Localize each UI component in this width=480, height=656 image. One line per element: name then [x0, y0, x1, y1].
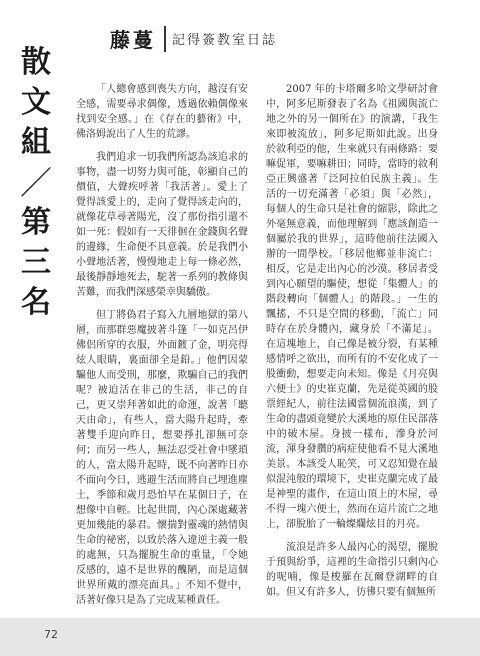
page-footer-band — [0, 618, 480, 656]
paragraph: 我們追求一切我們所認為該追求的事物，盡一切努力與可能，彰顯自己的價值，大聲疾呼著「我活著」。愛上了覺得該愛上的，走向了覺得該走向的，就像花草尋著陽光，沒了那份指引還不如一死：假如有一天徘徊在金錢與名聲的邊緣，生命便不具意義。於是我們小小聲地活著，慢慢地走上每一條必然，最後靜靜地死去，駝著一系列的教條與苦難，而我們深感榮幸與驕傲。 — [76, 152, 248, 298]
author-name: 藤蔓 — [110, 28, 156, 52]
paragraph: 流浪是許多人最內心的渴望，擺脫于預與紛爭，這裡的生命指引只剩內心的呢喃，像是梭羅在瓦爾登湖畔的自如。但又有許多人，彷彿只要有個無所 — [266, 542, 438, 598]
page-number: 72 — [44, 628, 58, 641]
category-separator: ／ — [19, 164, 52, 202]
left-text-column — [76, 82, 248, 616]
header-divider — [164, 26, 166, 52]
article-header — [110, 24, 277, 53]
right-text-column — [266, 82, 438, 608]
paragraph: 但丁將偽君子寫入九層地獄的第八層，而那群惡魔披著斗篷「一如克呂伊佛侶所穿的衣服，外面鍍了金，明亮得炫人眼睛，裏面卻全是鉛。」他們因蒙騙他人而受刑，那麼，欺騙自己的我們呢？被迫活在非己的生活，非己的自己，更又崇拜著如此的命運，說著「聽天由命」，有些人，當大陽升起時，牽著雙手迎向昨日，想要掙扎卻無可奈何；而另一些人，無法忍受社會中墜瑣的人，當太陽升起時，既不向著昨日亦不面向今日，逃避生活而將自己埋進塵土，季節和歲月恐怕早在某個日子，在想像中自輕。比起世間，內心深處藏著更加幾能的暴君。懷揣對靈魂的熱情與生命的祕密，以致於落入違逆主義一般的處無，只為擺脫生命的重量，「令她反感的，遠不是世界的醜陋，而是這個世界所戴的漂亮面具。」不知不覺中，活著好像只是為了完成某種責任。 — [76, 310, 248, 606]
paragraph: 「人總會感到喪失方向，越沒有安全感，需要尋求偶像，透過依賴偶像來找到安全感。」在《存在的藝術》中，佛洛姆說出了人生的荒謬。 — [76, 84, 248, 140]
category-char: 名 — [21, 285, 51, 320]
category-vertical-label — [18, 44, 54, 324]
category-char: 散 — [21, 45, 51, 80]
category-char: 第 — [21, 205, 51, 240]
category-char: 組 — [21, 125, 51, 160]
category-char: 文 — [21, 85, 51, 120]
article-title: 記得簽教室日誌 — [172, 33, 278, 48]
paragraph: 2007 年的卡塔爾多哈文學研討會中，阿多尼斯發表了名為《祖國與流亡地之外的另一個所在》的演講，「我生來即被流放」，阿多尼斯如此說。出身於敘利亞的他，生來就只有兩條路：要嘛促軍，要嘛耕田；同時，當時的敘利亞正興盛著「泛阿拉伯民族主義」。生活的一切充滿著「必須」與「必然」，每個人的生命只是社會的縮影，除此之外毫無意義，而他理解到「應該創造一個屬於我的世界」，這時他前往法國入辦的一間學校。「移居他鄉並非流亡：相反，它是走出內心的沙漠。移居者受到內心願望的驅使，想從「集體人」的階段轉向「個體人」的階段。」一生的飄搖，不只是空間的移動，「流亡」同時存在於身體內，藏身於「不滿足」。在這塊地上，自己像是被分裂，有某種感情呼之欲出，而所有的不安化成了一股衝動，想要走向未知。像是《月亮與六便士》的史崔克蘭，先是從英國的股票經紀人，前往法國當個流浪漢，到了生命的盡頭竟變於大溪地的原住民部落中的破木屋。身披一樣布，滲身於河流，渾身發臢的病症使他看不見大溪地美景。本該受人恥笑，可又忍知覺在最似混沌般的環境下，史崔克蘭完成了最是神聖的畫作，在這山頂上的木屋，尋不得一塊六便士，然而在這片流亡之地上，卻脫胎了一輪燦爛炫目的月亮。 — [266, 84, 438, 530]
category-char: 三 — [21, 245, 51, 280]
